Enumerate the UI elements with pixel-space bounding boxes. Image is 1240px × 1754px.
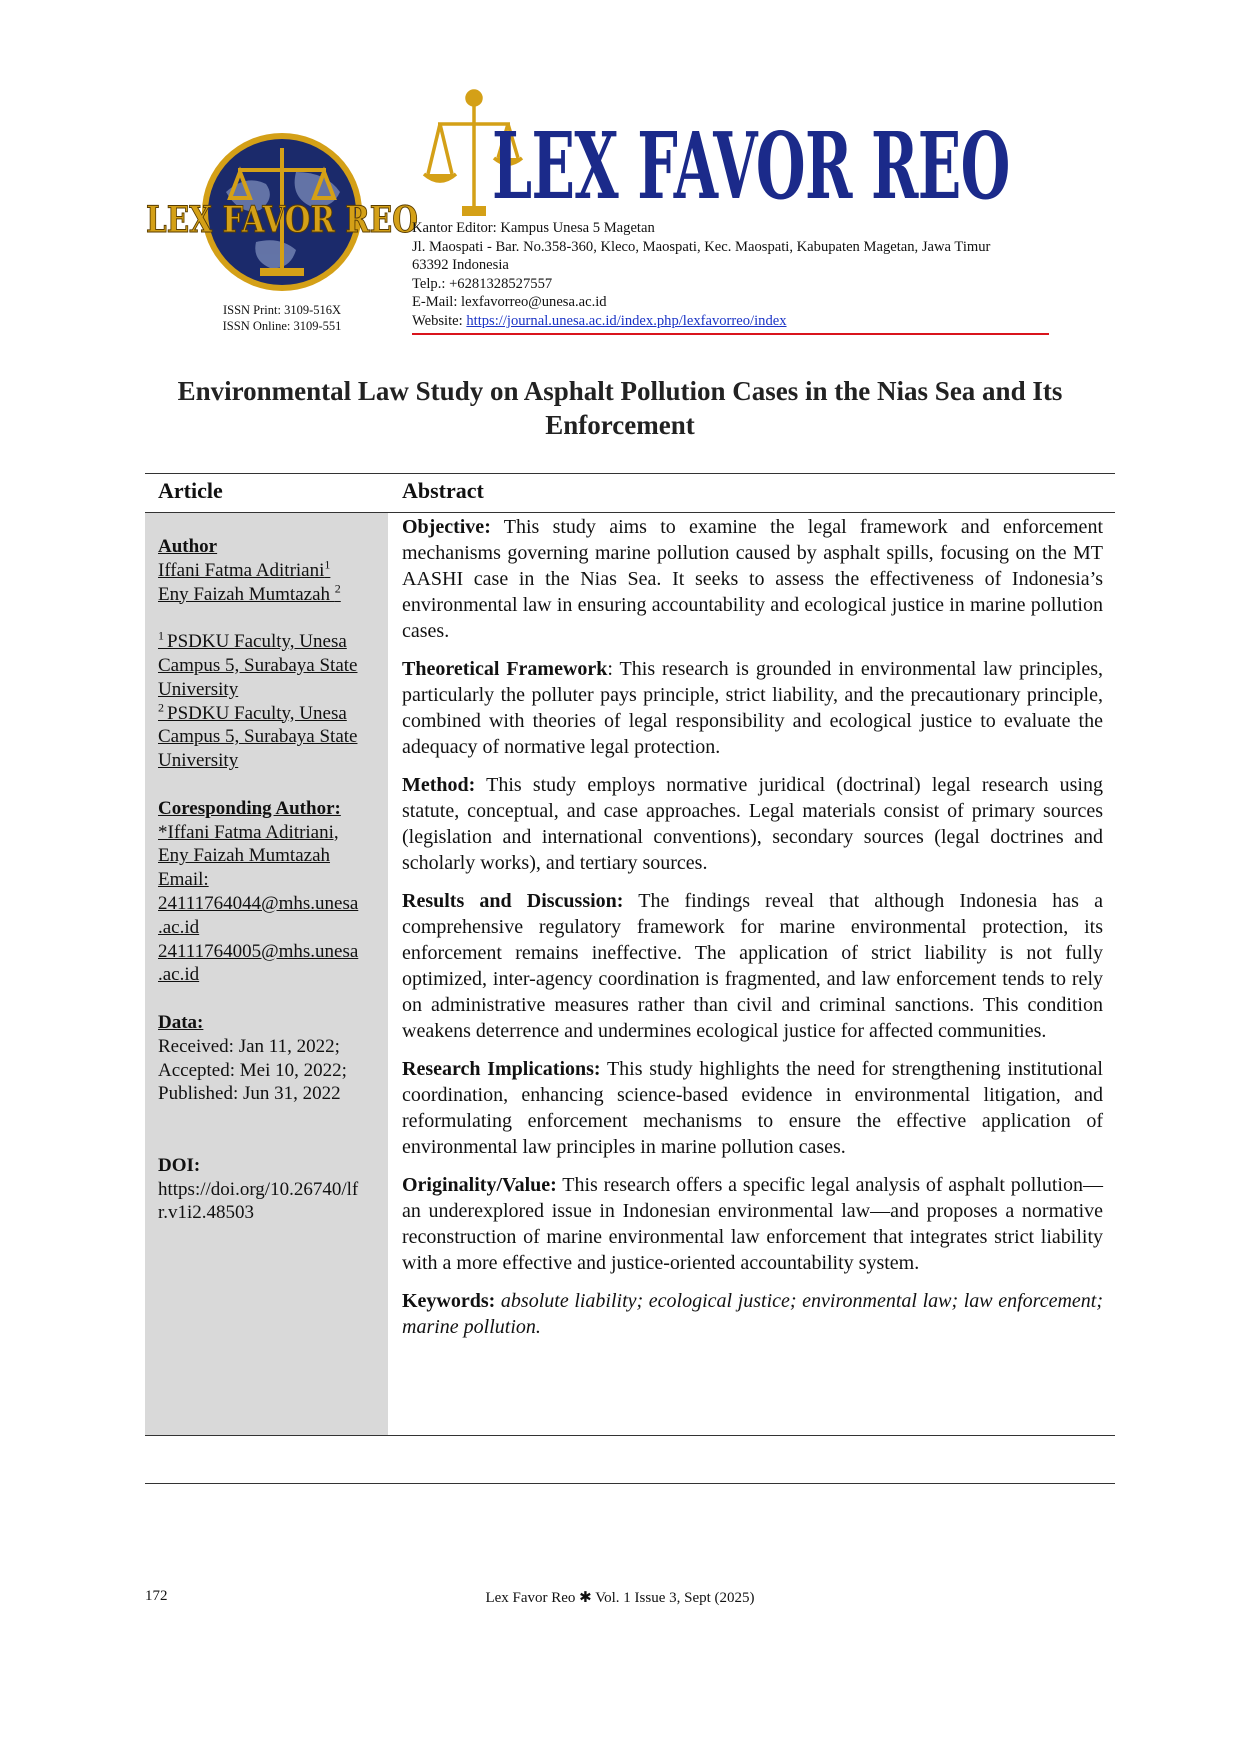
email-link[interactable]: 24111764005@mhs.unesa bbox=[158, 940, 359, 962]
office-line: Kantor Editor: Kampus Unesa 5 Magetan bbox=[412, 220, 655, 236]
email-link[interactable]: 24111764044@mhs.unesa bbox=[158, 892, 359, 914]
footer-rule bbox=[145, 1483, 1115, 1484]
abstract-theoretical-framework: Theoretical Framework: This research is grounded in environmental law principles, particularly the polluter pays principle, strict liability, and the precautionary principle, combined with theories of legal responsibility and ecological justice to evaluate the adequacy of normative legal protection. bbox=[402, 658, 1103, 758]
journal-seal-logo bbox=[145, 132, 418, 292]
abstract-originality: Originality/Value: This research offers a specific legal analysis of asphalt pollution—an underexplored issue in Indonesian environmental law—and proposes a normative reconstruction of marine environmental law enforcement that integrates strict liability with a more effective and justice-oriented accountability system. bbox=[402, 1174, 1103, 1274]
table-top-rule bbox=[145, 473, 1115, 474]
page-number: 172 bbox=[145, 1588, 168, 1604]
abstract-body bbox=[402, 514, 1103, 1352]
abstract-keywords: Keywords: absolute liability; ecological justice; environmental law; law enforcement; marine pollution. bbox=[402, 1290, 1103, 1338]
abstract-implications: Research Implications: This study highlights the need for strengthening institutional coordination, enhancing science-based evidence in environmental litigation, and reformulating enforcement mechanisms to ensure the effective application of environmental law principles in marine pollution cases. bbox=[402, 1058, 1103, 1158]
abstract-method: Method: This study employs normative juridical (doctrinal) legal research using statute, conceptual, and case approaches. Legal materials consist of primary sources (legislation and international conventions), secondary sources (legal doctrines and scholarly works), and tertiary sources. bbox=[402, 774, 1103, 874]
accepted-date: Accepted: Mei 10, 2022; bbox=[158, 1059, 347, 1081]
column-header-abstract: Abstract bbox=[402, 478, 484, 503]
data-heading: Data: bbox=[158, 1011, 204, 1033]
address-line: 63392 Indonesia bbox=[412, 257, 509, 274]
email-heading: Email: bbox=[158, 869, 209, 891]
seal-text: LEX FAVOR REO bbox=[145, 198, 418, 241]
phone-line: Telp.: +6281328527557 bbox=[412, 275, 553, 292]
issn-block bbox=[186, 302, 378, 334]
address-line: Jl. Maospati - Bar. No.358-360, Kleco, Maospati, Kec. Maospati, Kabupaten Magetan, Jawa Timur bbox=[412, 238, 991, 255]
email-line: E-Mail: lexfavorreo@unesa.ac.id bbox=[412, 294, 607, 311]
column-header-article: Article bbox=[158, 478, 223, 503]
editorial-contact bbox=[412, 219, 990, 331]
published-date: Published: Jun 31, 2022 bbox=[158, 1083, 341, 1105]
table-bottom-rule bbox=[145, 1435, 1115, 1436]
received-date: Received: Jan 11, 2022; bbox=[158, 1035, 340, 1057]
corresponding-author: *Iffani Fatma Aditriani, bbox=[158, 821, 339, 843]
author-name: Eny Faizah Mumtazah $^2$ bbox=[158, 581, 341, 605]
author-name: Iffani Fatma Aditriani$^1$ bbox=[158, 557, 331, 581]
abstract-objective: Objective: This study aims to examine the legal framework and enforcement mechanisms governing marine pollution caused by asphalt spills, focusing on the MT AASHI case in the Nias Sea. It seeks to assess the effectiveness of Indonesia’s environmental law in ensuring accountability and ecological justice in marine pollution cases. bbox=[402, 516, 1103, 642]
issn-online: ISSN Online: 3109-551 bbox=[222, 319, 342, 333]
journal-footer: Lex Favor Reo ✱ Vol. 1 Issue 3, Sept (2025) bbox=[485, 1590, 755, 1606]
article-title: Environmental Law Study on Asphalt Pollution Cases in the Nias Sea and Its Enforcement bbox=[177, 376, 1063, 440]
corresponding-author-heading: Coresponding Author: bbox=[158, 797, 341, 819]
article-info-sidebar: Author Iffani Fatma Aditriani$^1$ Eny Faizah Mumtazah $^2$ $^1$ PSDKU Faculty, Unesa Campus 5, Surabaya State University $^2$ PSDKU Faculty, Unesa Campus 5, Surabaya State University Coresponding Author: *Iffani Fatma Aditriani, Eny Faizah Mumtazah Email: 24111764044@mhs.unesa .ac.id 24111764005@mhs.unesa .ac.id Data: Received: Jan 11, 2022; Accepted: Mei 10, 2022; Published: Jun 31, 2022 DOI: https://doi.org/10.26740/lf r.v1i2.48503 bbox=[145, 513, 388, 1435]
author-heading: Author bbox=[158, 536, 218, 557]
header-divider bbox=[412, 333, 1049, 335]
affiliation: $^1$ PSDKU Faculty, Unesa bbox=[158, 628, 347, 653]
issn-print: ISSN Print: 3109-516X bbox=[222, 303, 342, 317]
doi-link[interactable]: https://doi.org/10.26740/lf bbox=[158, 1178, 359, 1200]
abstract-results: Results and Discussion: The findings reveal that although Indonesia has a comprehensive regulatory framework for marine environmental protection, its enforcement remains ineffective. The application of strict liability is not fully optimized, inter-agency coordination is fragmented, and law enforcement tends to rely on administrative measures rather than civil and criminal sanctions. This condition weakens deterrence and undermines ecological justice for affected communities. bbox=[402, 890, 1103, 1042]
doi-heading: DOI: bbox=[158, 1154, 201, 1176]
website-line: Website: https://journal.unesa.ac.id/index.php/lexfavorreo/index bbox=[412, 312, 787, 329]
website-link[interactable]: https://journal.unesa.ac.id/index.php/lexfavorreo/index bbox=[466, 312, 787, 329]
affiliation: $^2$ PSDKU Faculty, Unesa bbox=[158, 700, 347, 724]
journal-brand-name: LEX FAVOR REO bbox=[492, 112, 1010, 220]
